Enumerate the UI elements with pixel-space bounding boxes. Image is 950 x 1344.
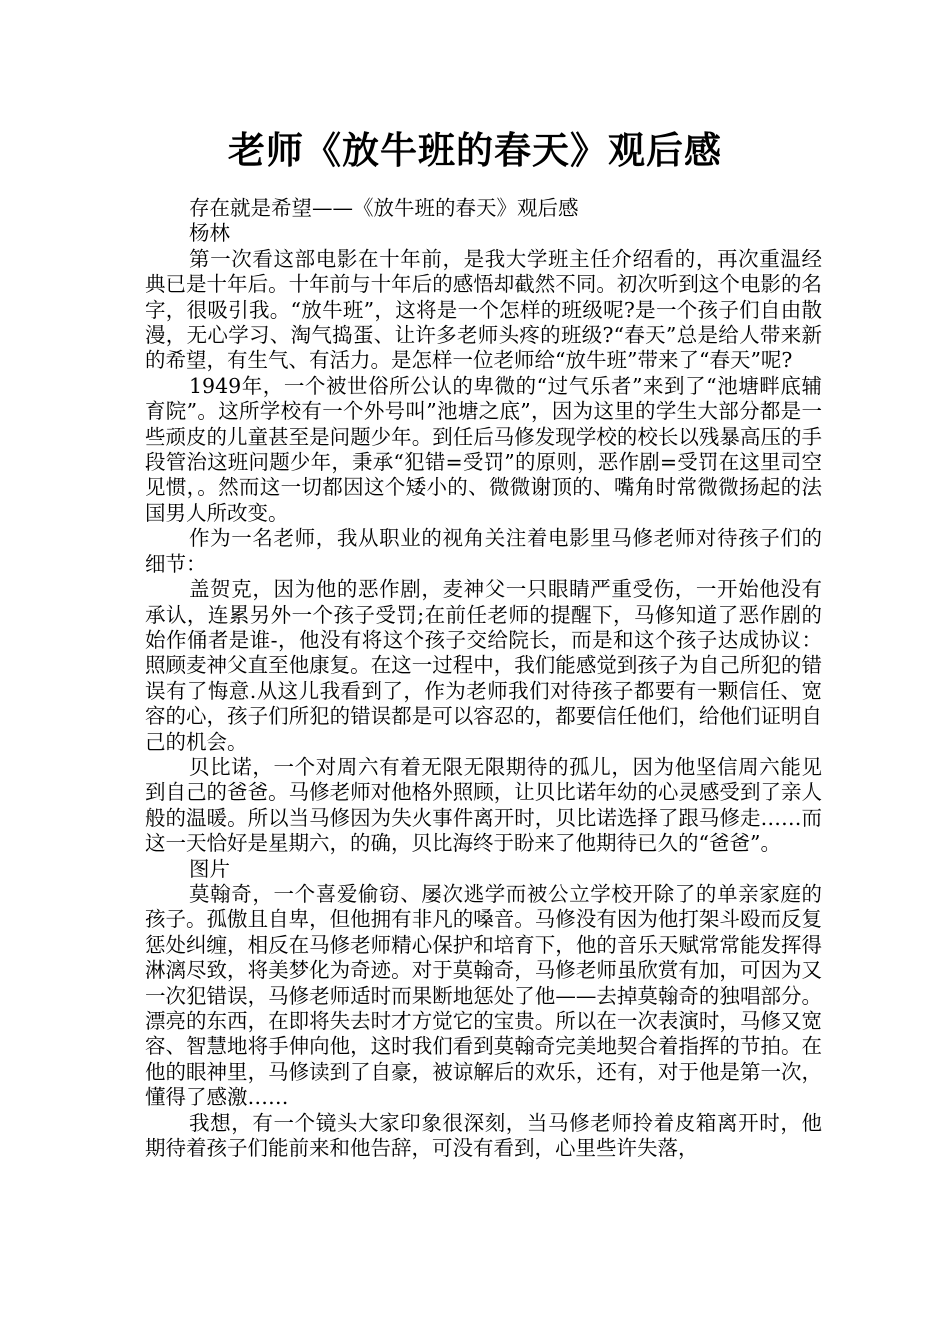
paragraph-mohanqi: 莫翰奇，一个喜爱偷窃、屡次逃学而被公立学校开除了的单亲家庭的孩子。孤傲且自卑，但他拥有非凡的嗓音。马修没有因为他打架斗殴而反复惩处纠缠，相反在马修老师精心保护和培育下，他的音乐天赋常常能发挥得淋漓尽致，将美梦化为奇迹。对于莫翰奇，马修老师虽欣赏有加，可因为又一次犯错误，马修老师适时而果断地惩处了他——去掉莫翰奇的独唱部分。漂亮的东西，在即将失去时才方觉它的宝贵。所以在一次表演时，马修又宽容、智慧地将手伸向他，这时我们看到莫翰奇完美地契合着指挥的节拍。在他的眼神里，马修读到了自豪，被谅解后的欢乐，还有，对于他是第一次，懂得了感激…… [145, 881, 822, 1110]
paragraph-background: 1949年，一个被世俗所公认的卑微的“过气乐者”来到了“池塘畔底辅育院”。这所学校有一个外号叫”池塘之底”，因为这里的学生大部分都是一些顽皮的儿童甚至是问题少年。到任后马修发现学校的校长以残暴高压的手段管治这班问题少年，秉承“犯错=受罚”的原则，恶作剧=受罚在这里司空见惯，。然而这一切都因这个矮小的、微微谢顶的、嘴角时常微微扬起的法国男人所改变。 [145, 373, 822, 525]
paragraph-intro: 第一次看这部电影在十年前，是我大学班主任介绍看的，再次重温经典已是十年后。十年前与十年后的感悟却截然不同。初次听到这个电影的名字，很吸引我。“放牛班”，这将是一个怎样的班级呢?是一个孩子们自由散漫，无心学习、淘气捣蛋、让许多老师头疼的班级?“春天”总是给人带来新的希望，有生气、有活力。是怎样一位老师给“放牛班”带来了“春天”呢? [145, 246, 822, 373]
author-line: 杨林 [189, 221, 230, 246]
paragraph-farewell: 我想，有一个镜头大家印象很深刻，当马修老师拎着皮箱离开时，他期待着孩子们能前来和他告辞，可没有看到，心里些许失落， [145, 1110, 822, 1161]
paragraph-gaihek: 盖贺克，因为他的恶作剧，麦神父一只眼睛严重受伤，一开始他没有承认，连累另外一个孩子受罚;在前任老师的提醒下，马修知道了恶作剧的始作俑者是谁-，他没有将这个孩子交给院长，而是和这个孩子达成协议：照顾麦神父直至他康复。在这一过程中，我们能感觉到孩子为自己所犯的错误有了悔意.从这儿我看到了，作为老师我们对待孩子都要有一颗信任、宽容的心，孩子们所犯的错误都是可以容忍的，都要信任他们，给他们证明自己的机会。 [145, 577, 822, 754]
paragraph-beibinuo: 贝比诺，一个对周六有着无限无限期待的孤儿，因为他坚信周六能见到自己的爸爸。马修老师对他格外照顾，让贝比诺年幼的心灵感受到了亲人般的温暖。所以当马修因为失火事件离开时，贝比诺选择了跟马修走……而这一天恰好是星期六，的确，贝比海终于盼来了他期待已久的“爸爸”。 [145, 754, 822, 856]
document-body [145, 196, 822, 1161]
document-title: 老师《放牛班的春天》观后感 [228, 129, 722, 172]
image-placeholder-text: 图片 [189, 856, 230, 881]
paragraph-teacher-view: 作为一名老师，我从职业的视角关注着电影里马修老师对待孩子们的细节： [145, 526, 822, 576]
subtitle-line: 存在就是希望——《放牛班的春天》观后感 [189, 196, 579, 220]
